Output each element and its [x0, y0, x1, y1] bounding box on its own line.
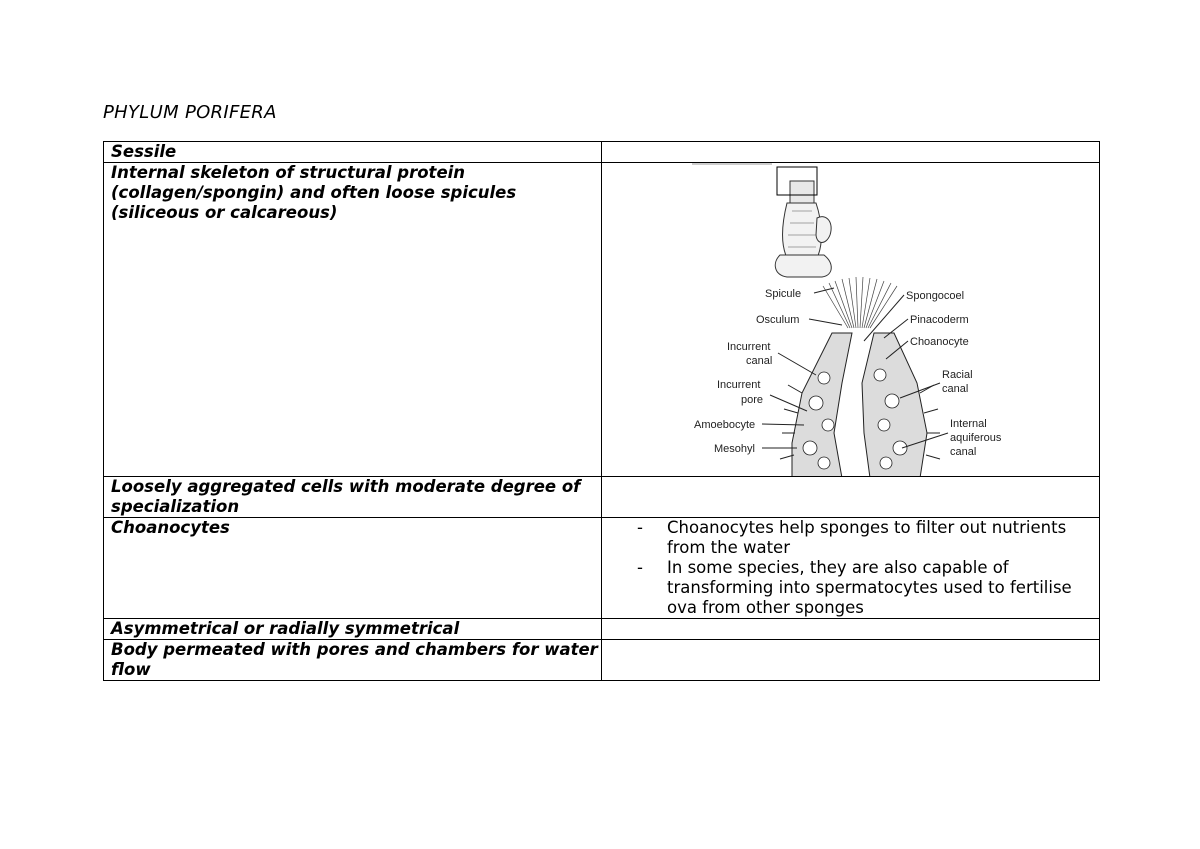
detail-cell [602, 640, 1100, 681]
detail-cell [602, 142, 1100, 163]
label-amoebocyte: Amoebocyte [694, 419, 756, 431]
characteristics-table [103, 141, 1100, 681]
dash-bullet-icon: - [637, 518, 643, 537]
svg-text:canal: canal [746, 355, 773, 367]
trait-cell: Body permeated with pores and chambers for water flow [104, 640, 602, 681]
trait-cell: Sessile [104, 142, 602, 163]
bullet-list [609, 518, 1099, 618]
svg-text:canal: canal [950, 446, 977, 458]
table-row [104, 640, 1100, 681]
table-row [104, 619, 1100, 640]
label-pinacoderm: Pinacoderm [910, 314, 969, 326]
diagram-cell [602, 163, 1100, 477]
label-incurrent-pore: Incurrent [717, 379, 761, 391]
label-incurrent-canal: Incurrent [727, 341, 771, 353]
trait-cell: Asymmetrical or radially symmetrical [104, 619, 602, 640]
trait-cell: Internal skeleton of structural protein (collagen/spongin) and often loose spicules (siliceous or calcareous) [104, 163, 602, 477]
label-spicule: Spicule [765, 288, 802, 300]
detail-cell [602, 477, 1100, 518]
label-internal-aquiferous-canal: Internal [950, 418, 987, 430]
list-item: - Choanocytes help sponges to filter out nutrients from the water [637, 518, 1067, 557]
table-row [104, 518, 1100, 619]
dash-bullet-icon: - [637, 558, 643, 577]
label-spongocoel: Spongocoel [906, 290, 965, 302]
svg-text:pore: pore [741, 394, 764, 406]
page-title: PHYLUM PORIFERA [103, 102, 277, 123]
svg-text:canal: canal [942, 383, 969, 395]
list-item: - In some species, they are also capable of transforming into spermatocytes used to fertilise ova from other sponges [637, 558, 1072, 617]
label-racial-canal: Racial [942, 369, 973, 381]
label-choanocyte: Choanocyte [910, 336, 969, 348]
detail-cell [602, 619, 1100, 640]
table-row [104, 142, 1100, 163]
trait-cell: Choanocytes [104, 518, 602, 619]
svg-text:aquiferous: aquiferous [950, 432, 1002, 444]
table-row [104, 477, 1100, 518]
label-osculum: Osculum [756, 314, 800, 326]
table-row [104, 163, 1100, 477]
detail-cell [602, 518, 1100, 619]
trait-cell: Loosely aggregated cells with moderate degree of specialization [104, 477, 602, 518]
sponge-anatomy-illustration [602, 163, 1100, 476]
label-mesohyl: Mesohyl [714, 443, 755, 455]
